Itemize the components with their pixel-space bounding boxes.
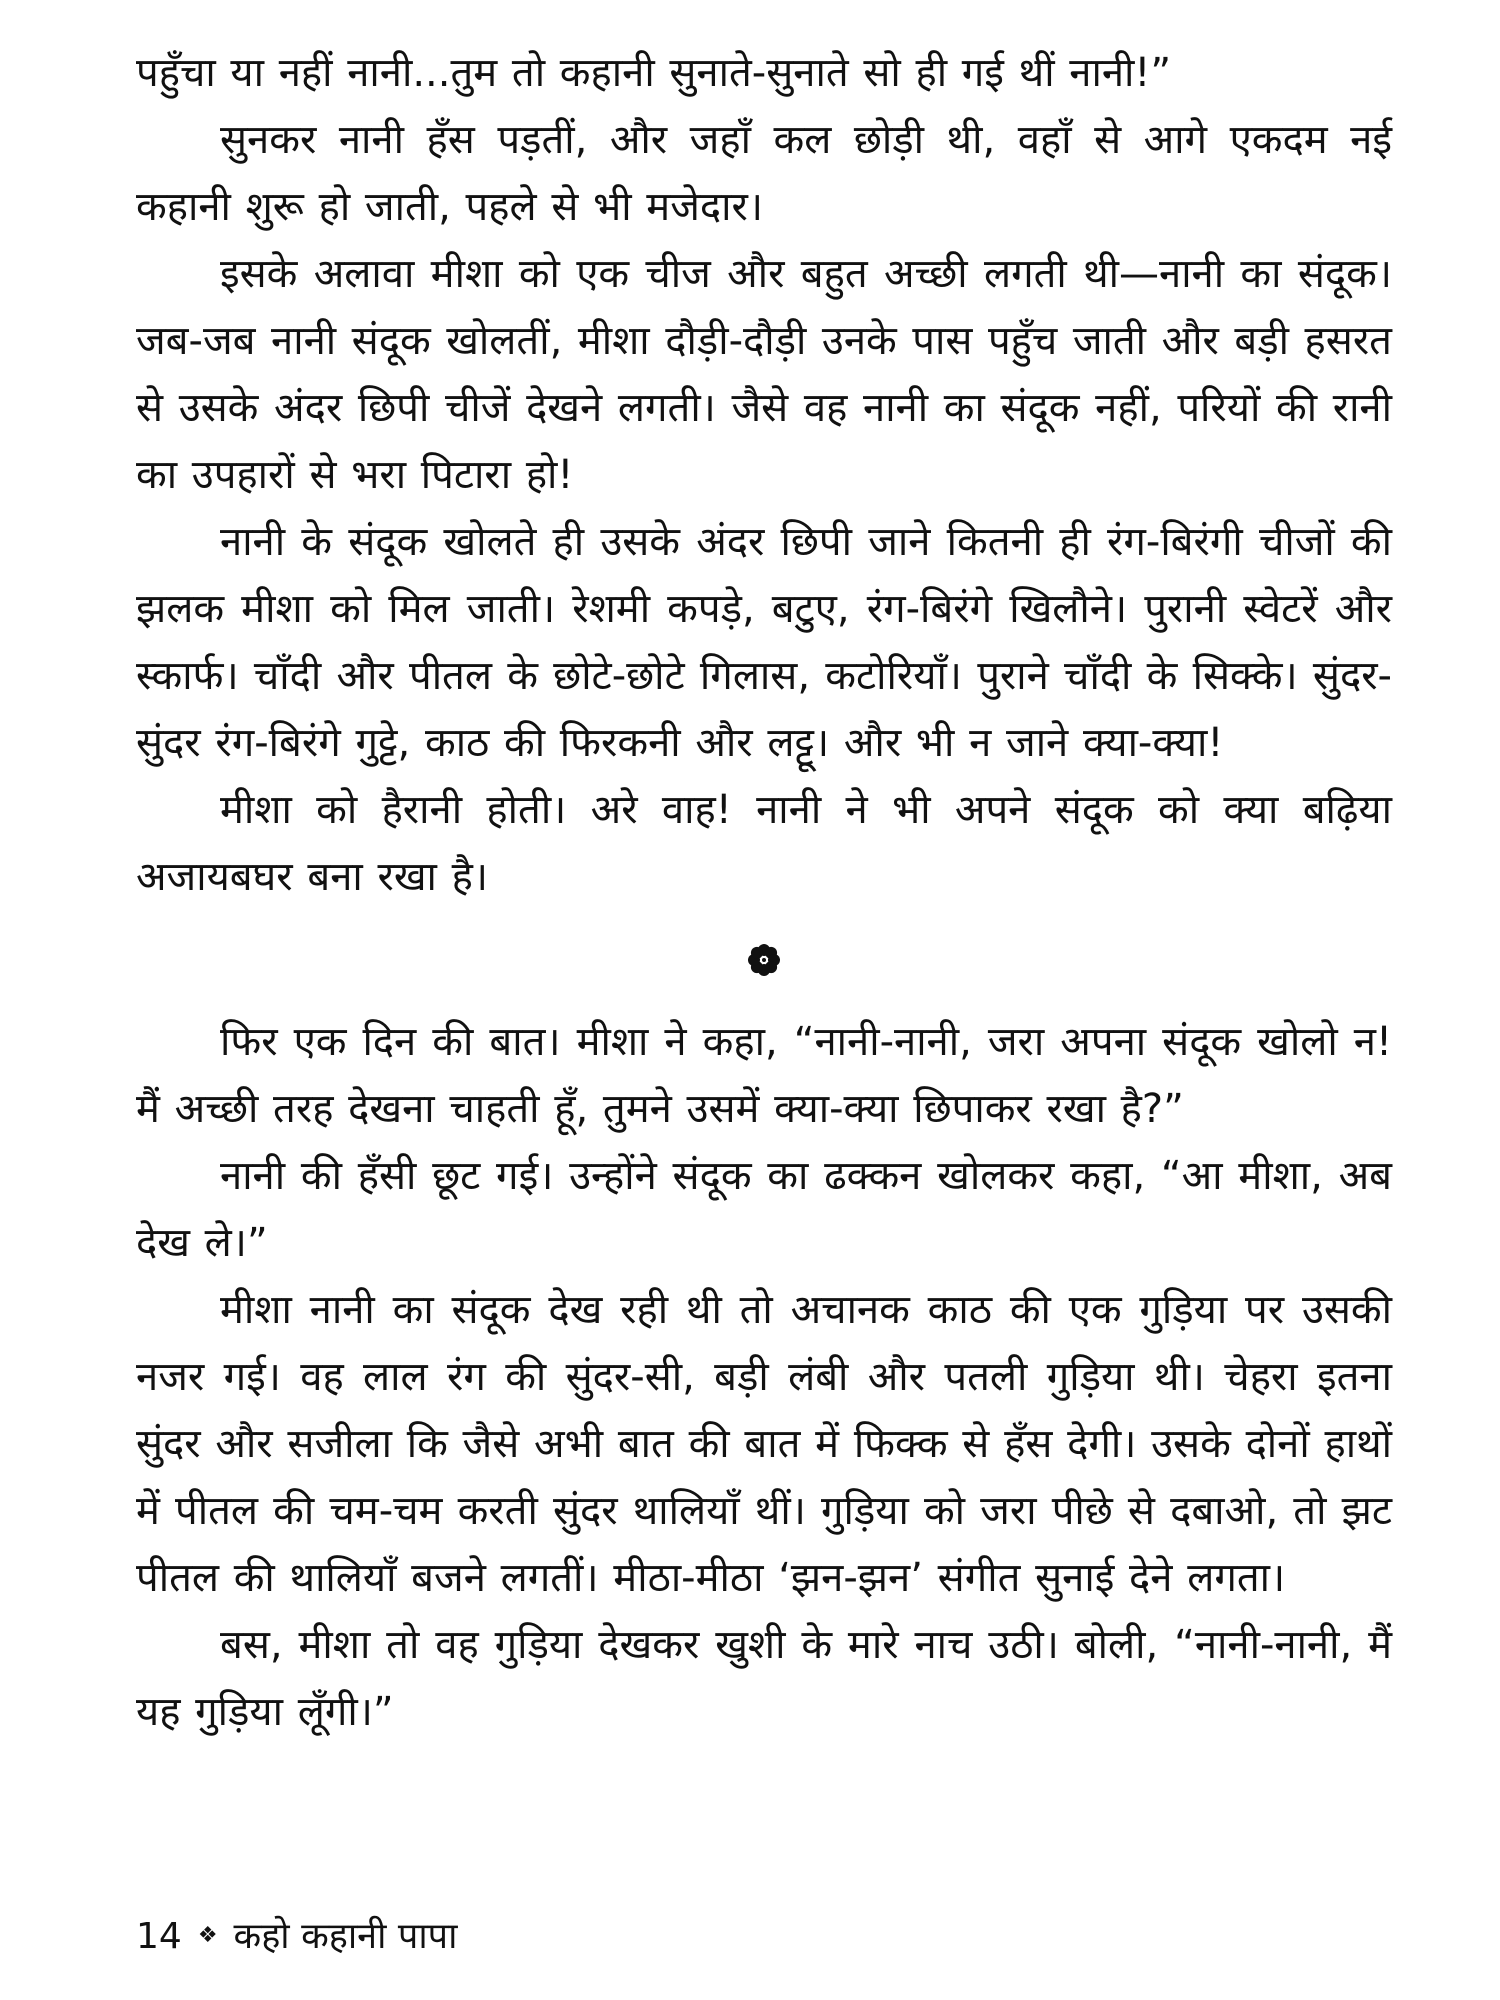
paragraph: इसके अलावा मीशा को एक चीज और बहुत अच्छी लगती थी—नानी का संदूक। जब-जब नानी संदूक खोलतीं, मीशा दौड़ी-दौड़ी उनके पास पहुँच जाती और बड़ी हसरत से उसके अंदर छिपी चीजें देखने लगती। जैसे वह नानी का संदूक नहीं, परियों की रानी का उपहारों से भरा पिटारा हो! (136, 251, 1392, 498)
diamond-separator-icon: ❖ (197, 1923, 218, 1948)
paragraph: मीशा नानी का संदूक देख रही थी तो अचानक काठ की एक गुड़िया पर उसकी नजर गई। वह लाल रंग की सुंदर-सी, बड़ी लंबी और पतली गुड़िया थी। चेहरा इतना सुंदर और सजीला कि जैसे अभी बात की बात में फिक्क से हँस देगी। उसके दोनों हाथों में पीतल की चम-चम करती सुंदर थालियाँ थीं। गुड़िया को जरा पीछे से दबाओ, तो झट पीतल की थालियाँ बजने लगतीं। मीठा-मीठा ‘झन-झन’ संगीत सुनाई देने लगता। (136, 1287, 1392, 1601)
paragraph: मीशा को हैरानी होती। अरे वाह! नानी ने भी अपने संदूक को क्या बढ़िया अजायबघर बना रखा है। (136, 787, 1392, 900)
paragraph: सुनकर नानी हँस पड़तीं, और जहाँ कल छोड़ी थी, वहाँ से आगे एकदम नई कहानी शुरू हो जाती, पहले से भी मजेदार। (136, 117, 1392, 230)
flower-ornament-icon (746, 942, 782, 978)
paragraph: पहुँचा या नहीं नानी...तुम तो कहानी सुनाते-सुनाते सो ही गई थीं नानी!” (136, 50, 1172, 96)
page-footer (136, 1915, 457, 1959)
book-title: कहो कहानी पापा (233, 1916, 458, 1957)
paragraph: फिर एक दिन की बात। मीशा ने कहा, “नानी-नानी, जरा अपना संदूक खोलो न! मैं अच्छी तरह देखना चाहती हूँ, तुमने उसमें क्या-क्या छिपाकर रखा है?” (136, 1019, 1392, 1132)
paragraph: बस, मीशा तो वह गुड़िया देखकर खुशी के मारे नाच उठी। बोली, “नानी-नानी, मैं यह गुड़िया लूँगी।” (136, 1622, 1392, 1735)
page-number: 14 (136, 1916, 182, 1957)
text-section-2 (136, 1009, 1392, 1746)
paragraph: नानी की हँसी छूट गई। उन्होंने संदूक का ढक्कन खोलकर कहा, “आ मीशा, अब देख ले।” (136, 1153, 1392, 1266)
paragraph: नानी के संदूक खोलते ही उसके अंदर छिपी जाने कितनी ही रंग-बिरंगी चीजों की झलक मीशा को मिल जाती। रेशमी कपड़े, बटुए, रंग-बिरंगे खिलौने। पुरानी स्वेटरें और स्कार्फ। चाँदी और पीतल के छोटे-छोटे गिलास, कटोरियाँ। पुराने चाँदी के सिक्के। सुंदर-सुंदर रंग-बिरंगे गुट्टे, काठ की फिरकनी और लट्टू। और भी न जाने क्या-क्या! (136, 519, 1392, 766)
section-divider (136, 911, 1392, 1009)
text-section-1 (136, 40, 1392, 911)
